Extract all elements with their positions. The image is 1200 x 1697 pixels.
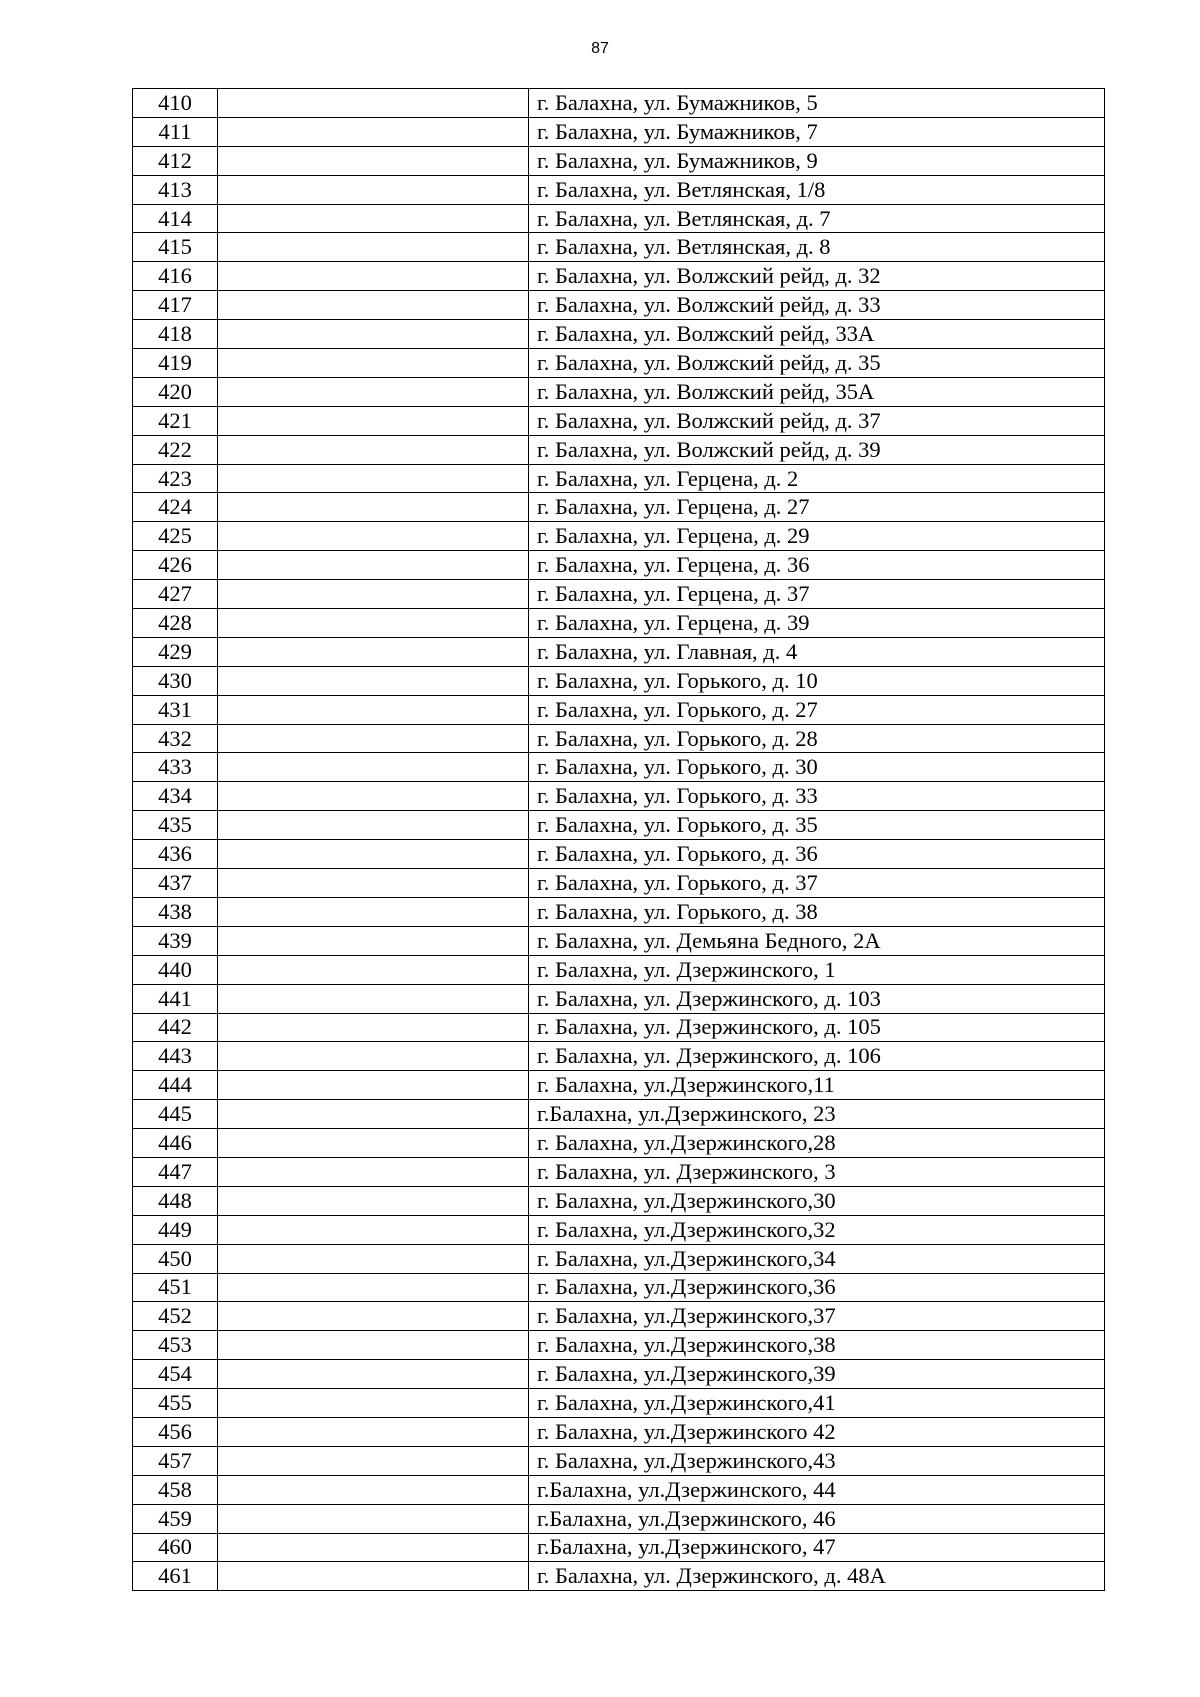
row-number-cell: 411 bbox=[133, 117, 218, 146]
address-cell: г. Балахна, ул.Дзержинского,28 bbox=[529, 1129, 1105, 1158]
table-row bbox=[133, 782, 1105, 811]
row-number-cell: 455 bbox=[133, 1389, 218, 1418]
table-row bbox=[133, 580, 1105, 609]
empty-cell bbox=[218, 1389, 529, 1418]
address-cell: г. Балахна, ул. Дзержинского, д. 105 bbox=[529, 1013, 1105, 1042]
row-number-cell: 460 bbox=[133, 1533, 218, 1562]
table-row bbox=[133, 1273, 1105, 1302]
address-cell: г.Балахна, ул.Дзержинского, 44 bbox=[529, 1475, 1105, 1504]
empty-cell bbox=[218, 580, 529, 609]
address-cell: г.Балахна, ул.Дзержинского, 23 bbox=[529, 1100, 1105, 1129]
page-number: 87 bbox=[591, 40, 609, 57]
row-number-cell: 452 bbox=[133, 1302, 218, 1331]
empty-cell bbox=[218, 1129, 529, 1158]
address-cell: г. Балахна, ул. Главная, д. 4 bbox=[529, 637, 1105, 666]
address-cell: г. Балахна, ул. Бумажников, 7 bbox=[529, 117, 1105, 146]
row-number-cell: 440 bbox=[133, 955, 218, 984]
address-cell: г. Балахна, ул. Ветлянская, д. 7 bbox=[529, 204, 1105, 233]
address-cell: г. Балахна, ул. Герцена, д. 2 bbox=[529, 464, 1105, 493]
row-number-cell: 412 bbox=[133, 146, 218, 175]
row-number-cell: 443 bbox=[133, 1042, 218, 1071]
row-number-cell: 437 bbox=[133, 869, 218, 898]
table-row bbox=[133, 926, 1105, 955]
empty-cell bbox=[218, 1042, 529, 1071]
address-cell: г. Балахна, ул. Герцена, д. 36 bbox=[529, 551, 1105, 580]
empty-cell bbox=[218, 89, 529, 118]
empty-cell bbox=[218, 1504, 529, 1533]
address-cell: г.Балахна, ул.Дзержинского, 47 bbox=[529, 1533, 1105, 1562]
table-row bbox=[133, 1302, 1105, 1331]
address-cell: г. Балахна, ул. Горького, д. 27 bbox=[529, 695, 1105, 724]
address-cell: г. Балахна, ул. Герцена, д. 29 bbox=[529, 522, 1105, 551]
address-cell: г. Балахна, ул.Дзержинского,39 bbox=[529, 1360, 1105, 1389]
empty-cell bbox=[218, 1360, 529, 1389]
address-cell: г. Балахна, ул. Ветлянская, д. 8 bbox=[529, 233, 1105, 262]
empty-cell bbox=[218, 897, 529, 926]
table-row bbox=[133, 522, 1105, 551]
address-cell: г. Балахна, ул. Демьяна Бедного, 2А bbox=[529, 926, 1105, 955]
empty-cell bbox=[218, 1100, 529, 1129]
table-row bbox=[133, 1042, 1105, 1071]
table-row bbox=[133, 753, 1105, 782]
address-cell: г. Балахна, ул. Дзержинского, д. 106 bbox=[529, 1042, 1105, 1071]
row-number-cell: 436 bbox=[133, 840, 218, 869]
address-cell: г. Балахна, ул.Дзержинского,34 bbox=[529, 1244, 1105, 1273]
table-row bbox=[133, 1244, 1105, 1273]
table-row bbox=[133, 89, 1105, 118]
row-number-cell: 425 bbox=[133, 522, 218, 551]
address-cell: г. Балахна, ул. Горького, д. 38 bbox=[529, 897, 1105, 926]
empty-cell bbox=[218, 811, 529, 840]
table-row bbox=[133, 1360, 1105, 1389]
table-row bbox=[133, 1331, 1105, 1360]
empty-cell bbox=[218, 695, 529, 724]
row-number-cell: 445 bbox=[133, 1100, 218, 1129]
table-row bbox=[133, 551, 1105, 580]
empty-cell bbox=[218, 637, 529, 666]
row-number-cell: 451 bbox=[133, 1273, 218, 1302]
empty-cell bbox=[218, 609, 529, 638]
table-row bbox=[133, 175, 1105, 204]
empty-cell bbox=[218, 406, 529, 435]
table-row bbox=[133, 377, 1105, 406]
table-row bbox=[133, 320, 1105, 349]
table-row bbox=[133, 349, 1105, 378]
address-cell: г. Балахна, ул. Волжский рейд, д. 37 bbox=[529, 406, 1105, 435]
row-number-cell: 419 bbox=[133, 349, 218, 378]
table-row bbox=[133, 840, 1105, 869]
address-cell: г. Балахна, ул. Волжский рейд, 33А bbox=[529, 320, 1105, 349]
empty-cell bbox=[218, 926, 529, 955]
row-number-cell: 431 bbox=[133, 695, 218, 724]
row-number-cell: 449 bbox=[133, 1215, 218, 1244]
table-row bbox=[133, 869, 1105, 898]
table-row bbox=[133, 1533, 1105, 1562]
address-cell: г. Балахна, ул.Дзержинского,38 bbox=[529, 1331, 1105, 1360]
table-row bbox=[133, 493, 1105, 522]
address-cell: г. Балахна, ул. Волжский рейд, 35А bbox=[529, 377, 1105, 406]
row-number-cell: 429 bbox=[133, 637, 218, 666]
empty-cell bbox=[218, 262, 529, 291]
empty-cell bbox=[218, 464, 529, 493]
empty-cell bbox=[218, 291, 529, 320]
row-number-cell: 418 bbox=[133, 320, 218, 349]
table-row bbox=[133, 897, 1105, 926]
empty-cell bbox=[218, 1071, 529, 1100]
row-number-cell: 453 bbox=[133, 1331, 218, 1360]
table-row bbox=[133, 435, 1105, 464]
table-row bbox=[133, 1129, 1105, 1158]
table-row bbox=[133, 724, 1105, 753]
table-row bbox=[133, 955, 1105, 984]
empty-cell bbox=[218, 1013, 529, 1042]
empty-cell bbox=[218, 1562, 529, 1591]
table-row bbox=[133, 1071, 1105, 1100]
row-number-cell: 454 bbox=[133, 1360, 218, 1389]
table-row bbox=[133, 637, 1105, 666]
table-row bbox=[133, 609, 1105, 638]
row-number-cell: 417 bbox=[133, 291, 218, 320]
empty-cell bbox=[218, 117, 529, 146]
empty-cell bbox=[218, 175, 529, 204]
row-number-cell: 448 bbox=[133, 1186, 218, 1215]
address-cell: г. Балахна, ул.Дзержинского,30 bbox=[529, 1186, 1105, 1215]
table-row bbox=[133, 262, 1105, 291]
empty-cell bbox=[218, 233, 529, 262]
row-number-cell: 410 bbox=[133, 89, 218, 118]
row-number-cell: 428 bbox=[133, 609, 218, 638]
address-cell: г. Балахна, ул. Дзержинского, 3 bbox=[529, 1157, 1105, 1186]
table-row bbox=[133, 464, 1105, 493]
address-cell: г. Балахна, ул. Дзержинского, 1 bbox=[529, 955, 1105, 984]
table-row bbox=[133, 117, 1105, 146]
address-cell: г. Балахна, ул. Волжский рейд, д. 39 bbox=[529, 435, 1105, 464]
row-number-cell: 444 bbox=[133, 1071, 218, 1100]
empty-cell bbox=[218, 1475, 529, 1504]
empty-cell bbox=[218, 1244, 529, 1273]
empty-cell bbox=[218, 724, 529, 753]
address-cell: г. Балахна, ул. Горького, д. 30 bbox=[529, 753, 1105, 782]
row-number-cell: 457 bbox=[133, 1446, 218, 1475]
empty-cell bbox=[218, 146, 529, 175]
table-row bbox=[133, 811, 1105, 840]
table-row bbox=[133, 146, 1105, 175]
address-cell: г. Балахна, ул. Горького, д. 10 bbox=[529, 666, 1105, 695]
empty-cell bbox=[218, 522, 529, 551]
empty-cell bbox=[218, 753, 529, 782]
table-row bbox=[133, 1417, 1105, 1446]
address-cell: г. Балахна, ул. Бумажников, 5 bbox=[529, 89, 1105, 118]
row-number-cell: 427 bbox=[133, 580, 218, 609]
row-number-cell: 424 bbox=[133, 493, 218, 522]
table-row bbox=[133, 1013, 1105, 1042]
empty-cell bbox=[218, 1273, 529, 1302]
empty-cell bbox=[218, 1157, 529, 1186]
address-cell: г. Балахна, ул. Горького, д. 37 bbox=[529, 869, 1105, 898]
address-cell: г. Балахна, ул.Дзержинского,32 bbox=[529, 1215, 1105, 1244]
empty-cell bbox=[218, 840, 529, 869]
row-number-cell: 421 bbox=[133, 406, 218, 435]
address-cell: г. Балахна, ул.Дзержинского,36 bbox=[529, 1273, 1105, 1302]
empty-cell bbox=[218, 320, 529, 349]
row-number-cell: 441 bbox=[133, 984, 218, 1013]
address-table bbox=[132, 88, 1105, 1591]
address-cell: г. Балахна, ул. Горького, д. 33 bbox=[529, 782, 1105, 811]
row-number-cell: 415 bbox=[133, 233, 218, 262]
row-number-cell: 426 bbox=[133, 551, 218, 580]
empty-cell bbox=[218, 1302, 529, 1331]
address-cell: г. Балахна, ул.Дзержинского,37 bbox=[529, 1302, 1105, 1331]
address-cell: г. Балахна, ул. Волжский рейд, д. 32 bbox=[529, 262, 1105, 291]
address-cell: г. Балахна, ул. Дзержинского, д. 48А bbox=[529, 1562, 1105, 1591]
empty-cell bbox=[218, 869, 529, 898]
table-row bbox=[133, 1215, 1105, 1244]
row-number-cell: 413 bbox=[133, 175, 218, 204]
empty-cell bbox=[218, 782, 529, 811]
address-cell: г. Балахна, ул. Горького, д. 35 bbox=[529, 811, 1105, 840]
address-cell: г. Балахна, ул.Дзержинского,11 bbox=[529, 1071, 1105, 1100]
table-row bbox=[133, 666, 1105, 695]
empty-cell bbox=[218, 349, 529, 378]
address-cell: г. Балахна, ул.Дзержинского,41 bbox=[529, 1389, 1105, 1418]
empty-cell bbox=[218, 1331, 529, 1360]
address-cell: г. Балахна, ул. Герцена, д. 27 bbox=[529, 493, 1105, 522]
empty-cell bbox=[218, 1215, 529, 1244]
row-number-cell: 450 bbox=[133, 1244, 218, 1273]
empty-cell bbox=[218, 551, 529, 580]
empty-cell bbox=[218, 377, 529, 406]
address-table-body bbox=[133, 89, 1105, 1591]
table-row bbox=[133, 1389, 1105, 1418]
address-cell: г. Балахна, ул.Дзержинского 42 bbox=[529, 1417, 1105, 1446]
address-cell: г. Балахна, ул. Горького, д. 28 bbox=[529, 724, 1105, 753]
table-row bbox=[133, 1446, 1105, 1475]
table-row bbox=[133, 1562, 1105, 1591]
address-cell: г. Балахна, ул. Горького, д. 36 bbox=[529, 840, 1105, 869]
address-cell: г.Балахна, ул.Дзержинского, 46 bbox=[529, 1504, 1105, 1533]
address-cell: г. Балахна, ул. Дзержинского, д. 103 bbox=[529, 984, 1105, 1013]
row-number-cell: 423 bbox=[133, 464, 218, 493]
table-row bbox=[133, 695, 1105, 724]
empty-cell bbox=[218, 955, 529, 984]
table-row bbox=[133, 1504, 1105, 1533]
address-cell: г. Балахна, ул.Дзержинского,43 bbox=[529, 1446, 1105, 1475]
table-row bbox=[133, 233, 1105, 262]
address-cell: г. Балахна, ул. Герцена, д. 37 bbox=[529, 580, 1105, 609]
row-number-cell: 430 bbox=[133, 666, 218, 695]
row-number-cell: 461 bbox=[133, 1562, 218, 1591]
row-number-cell: 432 bbox=[133, 724, 218, 753]
row-number-cell: 435 bbox=[133, 811, 218, 840]
row-number-cell: 420 bbox=[133, 377, 218, 406]
empty-cell bbox=[218, 1417, 529, 1446]
row-number-cell: 438 bbox=[133, 897, 218, 926]
table-row bbox=[133, 291, 1105, 320]
row-number-cell: 446 bbox=[133, 1129, 218, 1158]
table-row bbox=[133, 1157, 1105, 1186]
table-row bbox=[133, 406, 1105, 435]
address-cell: г. Балахна, ул. Ветлянская, 1/8 bbox=[529, 175, 1105, 204]
row-number-cell: 447 bbox=[133, 1157, 218, 1186]
empty-cell bbox=[218, 1186, 529, 1215]
address-cell: г. Балахна, ул. Волжский рейд, д. 35 bbox=[529, 349, 1105, 378]
row-number-cell: 439 bbox=[133, 926, 218, 955]
row-number-cell: 433 bbox=[133, 753, 218, 782]
empty-cell bbox=[218, 984, 529, 1013]
address-cell: г. Балахна, ул. Бумажников, 9 bbox=[529, 146, 1105, 175]
address-cell: г. Балахна, ул. Герцена, д. 39 bbox=[529, 609, 1105, 638]
row-number-cell: 458 bbox=[133, 1475, 218, 1504]
empty-cell bbox=[218, 666, 529, 695]
empty-cell bbox=[218, 435, 529, 464]
table-row bbox=[133, 1186, 1105, 1215]
empty-cell bbox=[218, 1446, 529, 1475]
row-number-cell: 422 bbox=[133, 435, 218, 464]
table-row bbox=[133, 1100, 1105, 1129]
row-number-cell: 456 bbox=[133, 1417, 218, 1446]
table-row bbox=[133, 204, 1105, 233]
row-number-cell: 434 bbox=[133, 782, 218, 811]
row-number-cell: 442 bbox=[133, 1013, 218, 1042]
table-row bbox=[133, 1475, 1105, 1504]
empty-cell bbox=[218, 1533, 529, 1562]
empty-cell bbox=[218, 493, 529, 522]
table-row bbox=[133, 984, 1105, 1013]
empty-cell bbox=[218, 204, 529, 233]
row-number-cell: 414 bbox=[133, 204, 218, 233]
row-number-cell: 416 bbox=[133, 262, 218, 291]
address-cell: г. Балахна, ул. Волжский рейд, д. 33 bbox=[529, 291, 1105, 320]
row-number-cell: 459 bbox=[133, 1504, 218, 1533]
